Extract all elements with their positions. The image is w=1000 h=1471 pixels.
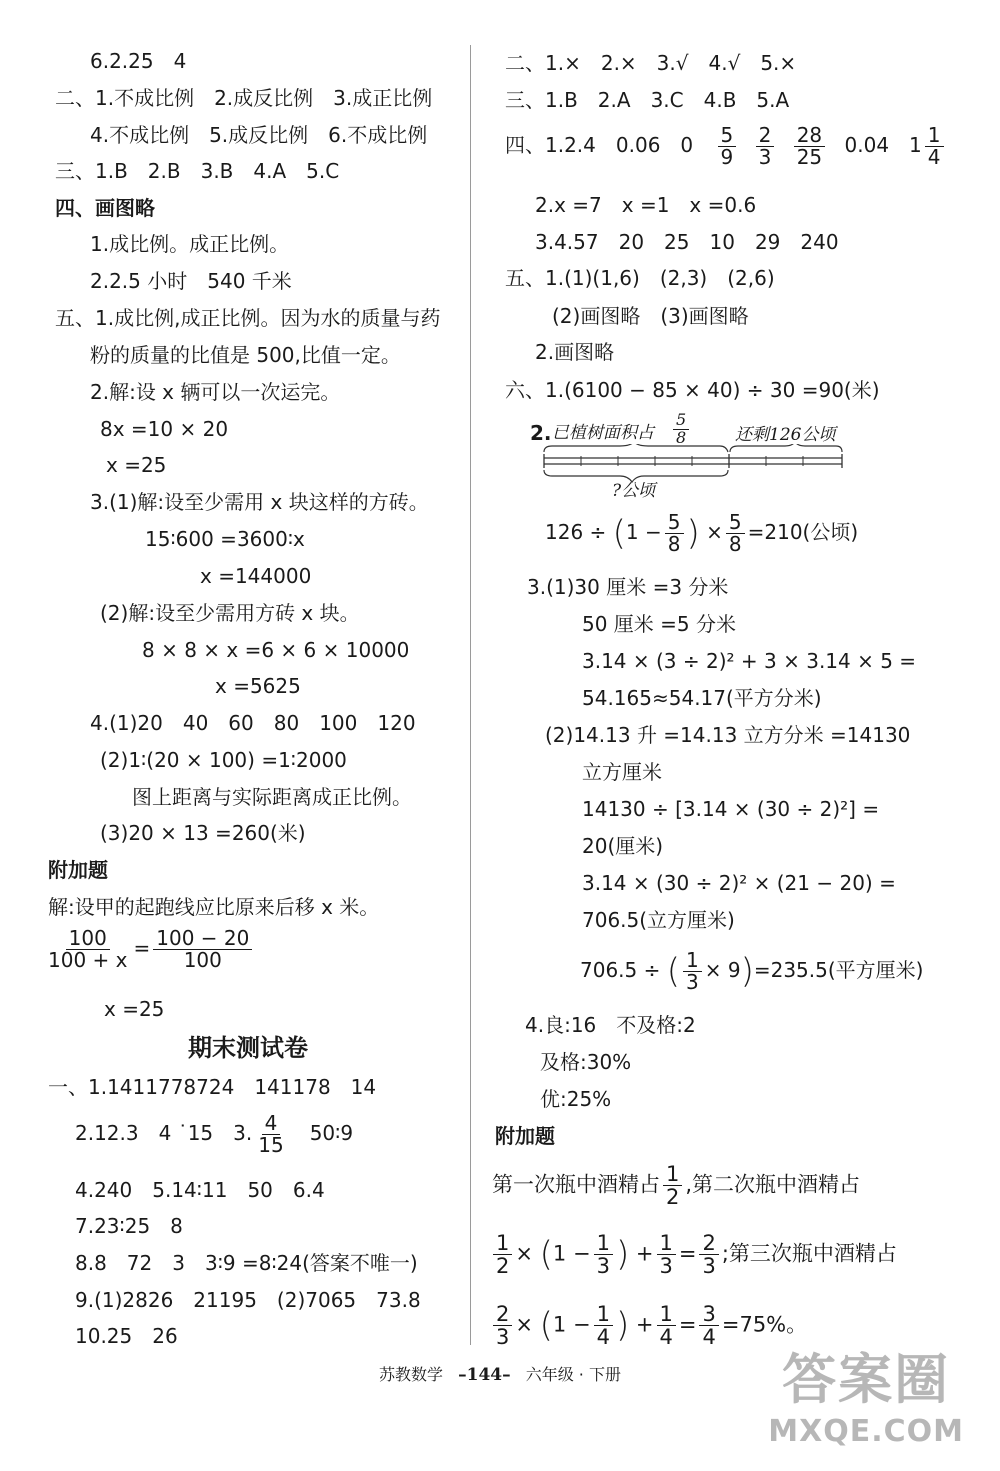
equation-text: + xyxy=(635,1241,654,1266)
answer-line: 一、1.1411778724 141178 14 xyxy=(48,1075,377,1099)
denominator: 2 xyxy=(666,1185,680,1210)
denominator: 3 xyxy=(686,970,699,994)
numerator: 5 xyxy=(718,125,737,147)
answer-line: 优:25% xyxy=(540,1087,612,1111)
numerator: 5 xyxy=(726,512,745,534)
equation-line: 8 × 8 × x =6 × 6 × 10000 xyxy=(142,638,410,662)
answer-line: 五、1.(1)(1,6) (2,3) (2,6) xyxy=(505,266,775,290)
equation-line: x =25 xyxy=(104,997,165,1021)
denominator: 3 xyxy=(702,1254,716,1279)
equation-line: x =144000 xyxy=(200,564,312,588)
answer-line: 2.画图略 xyxy=(535,340,615,364)
section-heading: 附加题 xyxy=(495,1124,555,1148)
answer-text: 第一次瓶中酒精占 xyxy=(492,1172,660,1197)
answer-line: 1.成比例。成正比例。 xyxy=(90,232,290,256)
numerator: 5 xyxy=(665,512,684,534)
numerator: 1 xyxy=(925,125,944,147)
answer-line xyxy=(505,125,947,168)
equation-text: 1 − xyxy=(552,1241,591,1266)
answer-line: 4.240 5.14∶11 50 6.4 xyxy=(75,1178,325,1202)
numerator: 2 xyxy=(699,1232,718,1255)
equation-line: $\frac{1}{2}$ × (1 − $\frac{1}{3}$ ) + $\frac{1}{3}$ = $\frac{2}{3}$ ;第三次瓶中酒精占 xyxy=(490,1232,897,1277)
equation-line: 706.5 ÷ ( $\frac{1}{3}$ × 9)=235.5(平方厘米) xyxy=(580,948,924,994)
fraction-equation: $\frac{100}{100 + x}$ = $\frac{100 - 20}{100}$ xyxy=(45,928,255,971)
diagram-label-remaining: 还剩126公顷 xyxy=(735,425,836,445)
denominator: 4 xyxy=(702,1325,716,1350)
answer-text: 2.12.3 4 ˙15 3. xyxy=(75,1121,253,1145)
equation-line: 15∶600 =3600∶x xyxy=(145,527,305,551)
watermark xyxy=(768,1337,964,1449)
equation-text: × xyxy=(515,1241,540,1266)
denominator: 3 xyxy=(596,1254,610,1279)
equation-text: = xyxy=(678,1312,697,1337)
equation-line: 14130 ÷ [3.14 × (30 ÷ 2)²] = xyxy=(582,797,880,821)
answer-line: (2)1∶(20 × 100) =1∶2000 xyxy=(100,748,347,772)
numerator: 1 xyxy=(594,1303,613,1326)
numerator: 5 xyxy=(673,412,689,430)
answer-line: 2.解:设 x 辆可以一次运完。 xyxy=(90,380,341,404)
footer-grade: 六年级 · 下册 xyxy=(525,1365,621,1384)
equation-text: =235.5(平方厘米) xyxy=(753,958,924,982)
numerator: 1 xyxy=(663,1163,682,1186)
answer-line: 二、1.× 2.× 3.√ 4.√ 5.× xyxy=(505,51,797,75)
answer-text: 50∶9 xyxy=(309,1121,354,1145)
equation-text: 1 − xyxy=(625,520,662,544)
answer-line: 及格:30% xyxy=(540,1050,632,1074)
answer-text: ,第二次瓶中酒精占 xyxy=(685,1172,861,1197)
denominator: 4 xyxy=(596,1325,610,1350)
denominator: 100 + x xyxy=(48,948,128,972)
answer-line: (2)14.13 升 =14.13 立方分米 =14130 xyxy=(545,723,911,747)
equation-text: × 9 xyxy=(704,958,741,982)
watermark-text: 答案圈 xyxy=(782,1348,951,1411)
equation-line: 3.14 × (3 ÷ 2)² + 3 × 3.14 × 5 = xyxy=(582,649,917,673)
numerator: 4 xyxy=(262,1113,281,1135)
denominator: 4 xyxy=(659,1325,673,1350)
answer-line: 三、1.B 2.A 3.C 4.B 5.A xyxy=(505,88,790,112)
brace-remaining xyxy=(730,444,842,452)
equation-line: 706.5(立方厘米) xyxy=(582,908,735,932)
answer-line: 7.23∶25 8 xyxy=(75,1214,183,1238)
equation-text: × xyxy=(706,520,723,544)
answer-line: 4.良:16 不及格:2 xyxy=(525,1013,696,1037)
equation-line: x =5625 xyxy=(215,674,301,698)
segment-bar xyxy=(530,444,850,494)
answer-line: 6.2.25 4 xyxy=(90,49,187,73)
answer-line: 六、1.(6100 − 85 × 40) ÷ 30 =90(米) xyxy=(505,378,880,402)
denominator: 4 xyxy=(927,145,941,169)
answer-line: (3)20 × 13 =260(米) xyxy=(100,821,306,845)
answer-line: 三、1.B 2.B 3.B 4.A 5.C xyxy=(55,159,340,183)
answer-line: 10.25 26 xyxy=(75,1324,178,1348)
denominator: 3 xyxy=(758,145,772,169)
numerator: 1 xyxy=(657,1232,676,1255)
answer-line: 2.x =7 x =1 x =0.6 xyxy=(535,193,757,217)
equation-text: =210(公顷) xyxy=(747,520,859,544)
answer-line: 3.(1)解:设至少需用 x 块这样的方砖。 xyxy=(90,490,429,514)
answer-line: 9.(1)2826 21195 (2)7065 73.8 xyxy=(75,1288,421,1312)
numerator: 100 − 20 xyxy=(153,928,252,950)
denominator: 8 xyxy=(667,532,681,556)
watermark-url: MXQE.COM xyxy=(768,1414,964,1449)
answer-text: 四、1.2.4 0.06 0 xyxy=(505,133,694,157)
equation-line: $\frac{2}{3}$ × (1 − $\frac{1}{4}$ ) + $\frac{1}{4}$ = $\frac{3}{4}$ =75%。 xyxy=(490,1303,807,1348)
numerator: 3 xyxy=(699,1303,718,1326)
equation-text: + xyxy=(635,1312,654,1337)
equation-line: 126 ÷ (1 − $\frac{5}{8}$ ) × $\frac{5}{8}$ =210(公顷) xyxy=(545,510,859,556)
answer-line: 二、1.不成比例 2.成反比例 3.成正比例 xyxy=(55,86,433,110)
column-divider xyxy=(470,45,471,1345)
answer-line: 图上距离与实际距离成正比例。 xyxy=(132,785,412,809)
answer-line: 立方厘米 xyxy=(582,760,662,784)
equation-line: 20(厘米) xyxy=(582,834,664,858)
section-title: 期末测试卷 xyxy=(188,1034,308,1062)
segment-diagram xyxy=(530,410,850,501)
answer-text: 0.04 1 xyxy=(844,133,922,157)
equation-text: 126 ÷ xyxy=(545,520,607,544)
numerator: 1 xyxy=(657,1303,676,1326)
equation-text: × xyxy=(515,1312,540,1337)
answer-text: ;第三次瓶中酒精占 xyxy=(721,1241,897,1266)
answer-line: 4.(1)20 40 60 80 100 120 xyxy=(90,711,416,735)
answer-line xyxy=(75,1113,353,1156)
equation-line: 54.165≈54.17(平方分米) xyxy=(582,686,822,710)
numerator: 1 xyxy=(683,950,702,972)
answer-line xyxy=(492,1163,860,1208)
answer-line: (2)画图略 (3)画图略 xyxy=(552,304,749,328)
question-number: 2. xyxy=(530,421,552,445)
answer-line: (2)解:设至少需用方砖 x 块。 xyxy=(100,601,360,625)
numerator: 1 xyxy=(594,1232,613,1255)
numerator: 1 xyxy=(493,1232,512,1255)
denominator: 3 xyxy=(659,1254,673,1279)
answer-line: 粉的质量的比值是 500,比值一定。 xyxy=(90,343,401,367)
denominator: 3 xyxy=(496,1325,510,1350)
equation-text: = xyxy=(678,1241,697,1266)
equation-text: 1 − xyxy=(552,1312,591,1337)
denominator: 2 xyxy=(496,1254,510,1279)
numerator: 2 xyxy=(493,1303,512,1326)
numerator: 2 xyxy=(756,125,775,147)
answer-line: 8.8 72 3 3∶9 =8∶24(答案不唯一) xyxy=(75,1251,418,1275)
denominator: 8 xyxy=(728,532,742,556)
equation-text: 706.5 ÷ xyxy=(580,958,661,982)
diagram-label-unknown: ?公顷 xyxy=(612,481,656,501)
answer-line: 3.(1)30 厘米 =3 分米 xyxy=(527,575,729,599)
footer-subject: 苏教数学 xyxy=(379,1365,444,1384)
denominator: 15 xyxy=(258,1133,284,1157)
section-heading: 附加题 xyxy=(48,858,108,882)
answer-line: 五、1.成比例,成正比例。因为水的质量与药 xyxy=(55,306,441,330)
answer-line: 2.2.5 小时 540 千米 xyxy=(90,269,292,293)
equation-line: 8x =10 × 20 xyxy=(100,417,229,441)
page-number: –144– xyxy=(458,1365,511,1385)
equation-text: =75%。 xyxy=(721,1312,808,1337)
denominator: 8 xyxy=(676,427,687,447)
answer-line: 解:设甲的起跑线应比原来后移 x 米。 xyxy=(48,895,380,919)
equation-line: 3.14 × (30 ÷ 2)² × (21 − 20) = xyxy=(582,871,896,895)
numerator: 28 xyxy=(794,125,825,147)
answer-line: 50 厘米 =5 分米 xyxy=(582,612,737,636)
diagram-label-planted: 已植树面积占 xyxy=(552,423,654,443)
numerator: 100 xyxy=(66,928,110,950)
equation-line: x =25 xyxy=(106,453,167,477)
denominator: 100 xyxy=(183,948,222,972)
section-heading: 四、画图略 xyxy=(55,196,155,220)
denominator: 9 xyxy=(720,145,734,169)
diagram-fraction xyxy=(673,412,689,447)
answer-line: 3.4.57 20 25 10 29 240 xyxy=(535,230,839,254)
denominator: 25 xyxy=(796,145,823,169)
brace-planted xyxy=(544,444,728,452)
answer-line: 4.不成比例 5.成反比例 6.不成比例 xyxy=(90,123,428,147)
